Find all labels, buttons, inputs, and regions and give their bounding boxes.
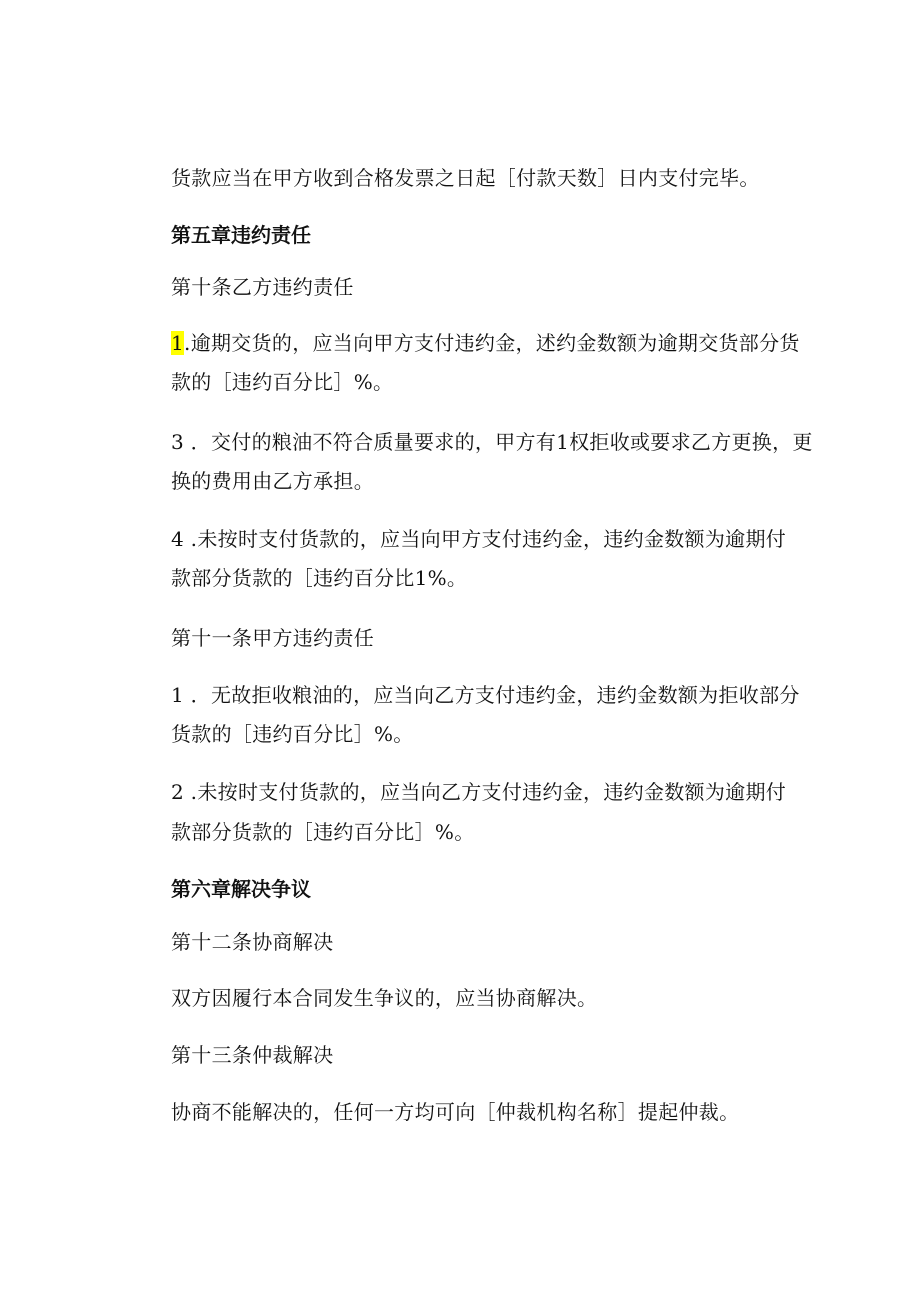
- article-13-heading: 第十三条仲裁解决: [171, 1043, 334, 1067]
- article-10-item-4-line-1: 4 .未按时支付货款的，应当向甲方支付违约金，违约金数额为逾期付: [171, 527, 787, 551]
- chapter-5-heading: 第五章违约责任: [171, 223, 311, 247]
- article-11-item-1-line-1: 1 ．无故拒收粮油的，应当向乙方支付违约金，违约金数额为拒收部分: [171, 683, 800, 707]
- article-10-item-1-text: .逾期交货的，应当向甲方支付违约金，述约金数额为逾期交货部分货: [184, 331, 800, 355]
- article-11-item-2-line-2: 款部分货款的［违约百分比］%。: [171, 820, 475, 844]
- article-11-item-1-line-2: 货款的［违约百分比］%。: [171, 722, 414, 746]
- article-10-heading: 第十条乙方违约责任: [171, 275, 354, 299]
- highlighted-item-number: 1: [171, 331, 185, 355]
- article-12-heading: 第十二条协商解决: [171, 930, 334, 954]
- article-13-text: 协商不能解决的，任何一方均可向［仲裁机构名称］提起仲裁。: [171, 1100, 740, 1124]
- article-12-text: 双方因履行本合同发生争议的，应当协商解决。: [171, 986, 598, 1010]
- article-11-heading: 第十一条甲方违约责任: [171, 626, 374, 650]
- article-10-item-1-line-1: [171, 331, 800, 355]
- article-10-item-3-line-2: 换的费用由乙方承担。: [171, 469, 374, 493]
- article-10-item-3-line-1: 3 ．交付的粮油不符合质量要求的，甲方有1权拒收或要求乙方更换，更: [171, 430, 813, 454]
- article-11-item-2-line-1: 2 .未按时支付货款的，应当向乙方支付违约金，违约金数额为逾期付: [171, 780, 787, 804]
- article-10-item-1-line-2: 款的［违约百分比］%。: [171, 370, 394, 394]
- payment-paragraph: 货款应当在甲方收到合格发票之日起［付款天数］日内支付完毕。: [171, 166, 760, 190]
- chapter-6-heading: 第六章解决争议: [171, 877, 311, 901]
- article-10-item-4-line-2: 款部分货款的［违约百分比1%。: [171, 566, 468, 590]
